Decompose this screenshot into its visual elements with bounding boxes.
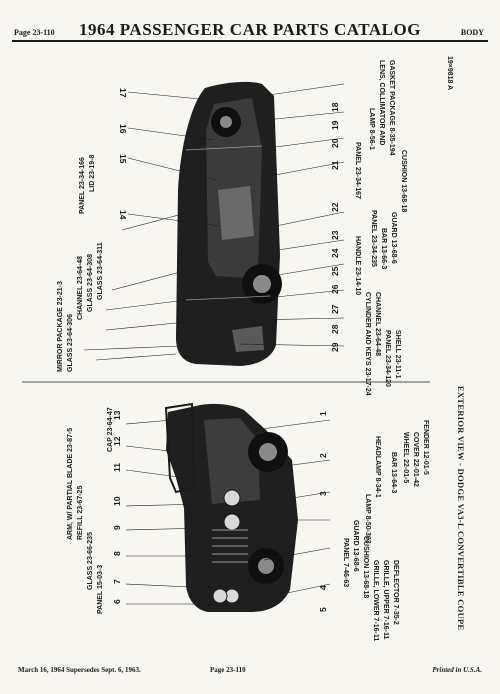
label-headlamp: HEADLAMP 8-34-1 [374,436,381,498]
label-grille-lower: GRILLE, LOWER 7-16-11 [372,560,379,642]
label-panel-166: PANEL 23-34-166 [79,157,86,214]
label-panel-15: PANEL 15-03-3 [97,564,104,614]
section-name: BODY [460,28,484,37]
callout-14: 14 [118,210,128,220]
callout-16: 16 [118,124,128,134]
callout-11: 11 [112,463,122,472]
label-bar-64: BAR 13-64-3 [390,452,397,494]
bottom-right-part-labels [342,420,429,641]
label-glass-311: GLASS 23-64-311 [97,242,104,300]
bottom-left-part-labels [67,407,114,614]
label-cushion-top: CUSHION 13-68-18 [400,150,407,213]
figure-id: 19×9818 A [446,56,453,91]
label-glass-235: GLASS 23-66-235 [87,532,94,590]
callout-1: 1 [318,411,328,416]
footer-page: Page 23-110 [210,666,246,674]
callout-19: 19 [330,120,340,130]
label-panel-235: PANEL 23-34-235 [370,210,377,267]
callout-13: 13 [112,410,122,420]
callout-3: 3 [318,491,328,496]
label-glass-306: GLASS 23-64-306 [67,314,74,372]
callout-28: 28 [330,324,340,334]
footer-printed: Printed in U.S.A. [432,666,482,674]
catalog-title: 1964 PASSENGER CAR PARTS CATALOG [79,20,421,39]
label-lamp-56: LAMP 8-56-1 [368,108,375,150]
top-left-part-labels [57,155,104,372]
label-bar-66: BAR 13-66-3 [380,228,387,270]
label-cylinder-keys: CYLINDER AND KEYS 23-17-24 [364,292,371,396]
callout-24: 24 [330,248,340,258]
figure-caption: EXTERIOR VIEW - DODGE VA3-L CONVERTIBLE COUPE [456,386,466,631]
page-number: Page 23-110 [14,28,55,37]
label-glass-308: GLASS 23-64-308 [87,254,94,312]
label-cushion-bottom: CUSHION 13-68-18 [362,536,369,599]
footer-date: March 16, 1964 Supersedes Sept. 6, 1963. [18,666,141,674]
callout-2: 2 [318,453,328,458]
label-gasket: GASKET PACKAGE 8-35-194 [388,60,395,156]
label-fender: FENDER 12-01-5 [422,420,429,475]
callout-15: 15 [118,154,128,164]
callout-20: 20 [330,138,340,148]
callout-29: 29 [330,342,340,352]
callout-22: 22 [330,202,340,212]
callout-25: 25 [330,266,340,276]
callout-21: 21 [330,160,340,170]
label-panel-7: PANEL 7-46-63 [342,538,349,588]
bottom-car-drawing [166,404,298,612]
callout-10: 10 [112,496,122,506]
label-lid: LID 23-19-8 [89,154,96,192]
label-refill: REFILL 23-67-25 [77,485,84,540]
callout-6: 6 [112,599,122,604]
label-guard-bottom: GUARD 13-68-6 [352,520,359,572]
label-arm: ARM, W/ PARTIAL BLADE 23-87-5 [67,427,74,540]
callout-8: 8 [112,551,122,556]
label-mirror-package: MIRROR PACKAGE 23-21-3 [57,281,64,372]
callout-17: 17 [118,88,128,98]
callout-9: 9 [112,525,122,530]
callout-7: 7 [112,579,122,584]
top-car-drawing [176,82,282,366]
callout-18: 18 [330,102,340,112]
label-channel-48b: CHANNEL 23-64-48 [374,292,381,357]
label-lens: LENS, COLLIMATOR AND [378,60,385,146]
label-channel-48: CHANNEL 23-64-48 [77,255,84,320]
callout-5: 5 [318,607,328,612]
label-handle: HANDLE 23-14-10 [354,236,361,296]
callout-12: 12 [112,436,122,446]
label-panel-167: PANEL 23-34-167 [354,142,361,199]
label-cover: COVER 22-01-42 [412,432,419,487]
label-deflector: DEFLECTOR 7-35-2 [392,560,399,625]
label-wheel: WHEEL 22-01-5 [402,432,409,484]
label-panel-120: PANEL 23-34-120 [384,330,391,387]
label-cap: CAP 23-64-47 [107,407,114,452]
callout-27: 27 [330,304,340,314]
label-shell: SHELL 23-11-1 [394,330,401,379]
top-right-part-labels [354,60,407,396]
label-guard-top: GUARD 13-68-6 [390,212,397,264]
callout-23: 23 [330,230,340,240]
callout-4: 4 [318,585,328,590]
callout-26: 26 [330,284,340,294]
label-grille-upper: GRILLE, UPPER 7-16-11 [382,560,389,640]
label-lamp-50: LAMP 8-50-303 [364,494,371,544]
